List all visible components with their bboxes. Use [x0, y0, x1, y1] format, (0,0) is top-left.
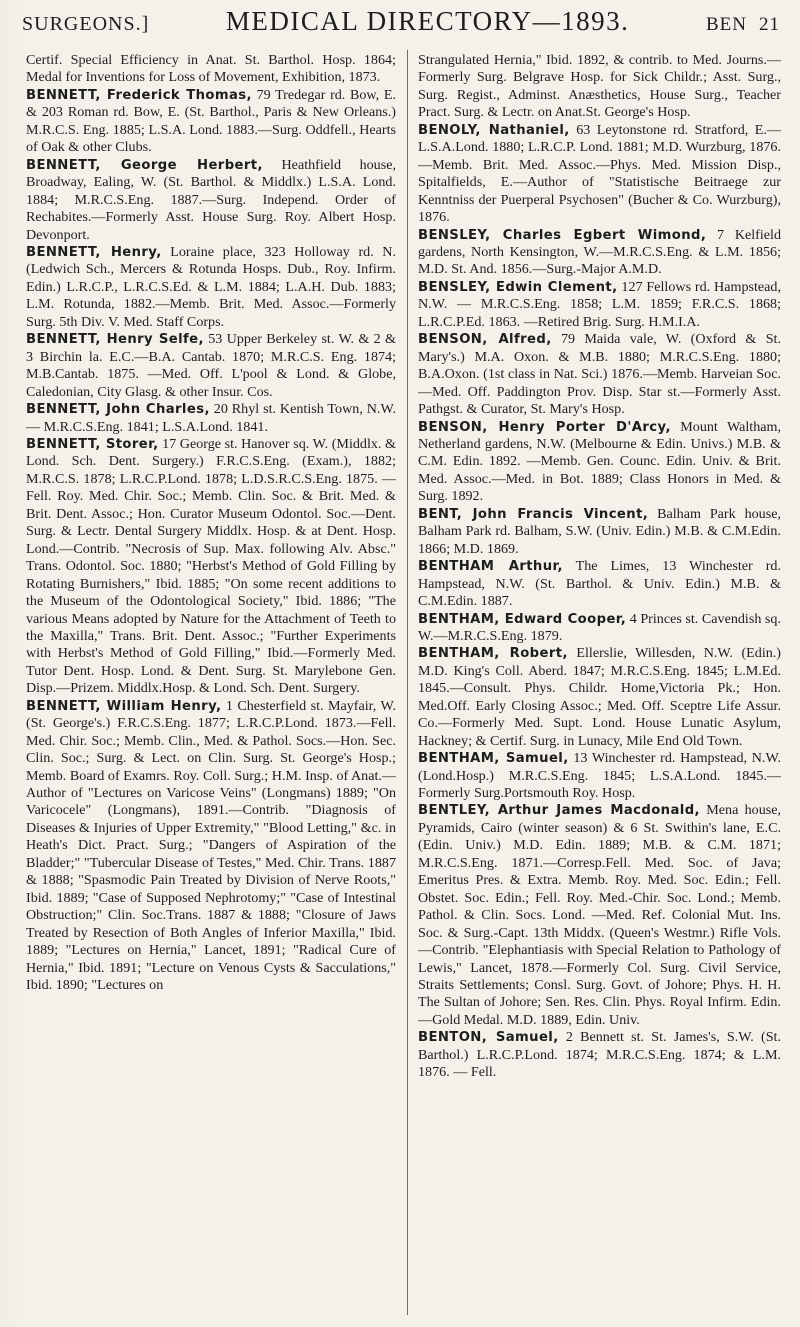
entry-text: 127 Fellows rd. Hampstead, N.W. — M.R.C.S.Eng. 1858; L.M. 1859; F.R.C.S. 1868; L.R.C.P.Ed. 1863. —Retired Brig. Surg. H.M.I.A. — [418, 278, 781, 330]
catchword: BEN — [705, 14, 747, 35]
entry-text: 1 Chesterfield st. Mayfair, W. (St. George's.) F.R.C.S.Eng. 1877; L.R.C.P.Lond. 1873.—Fell. Med. Chir. Soc.; Memb. Clin., Med. & Pathol. Socs.—Hon. Sec. Clin. Soc.; Surg. & Lect. on Clin. Surg. St. George's Hosp.; Memb. Board of Examrs. Roy. Coll. Surg.; H.M. Insp. of Anat.—Author of "Lectures on Varicose Veins" (Longmans) 1889; "On Varicocele" (Longmans), 1891.—Contrib. "Diagnosis of Diseases & Injuries of Upper Extremity," "Blood Letting," &c. in Heath's Dict. Pract. Surg.; "Dangers of Aspiration of the Bladder;" "Tubercular Disease of Testes," Med. Chir. Trans. 1887 & 1888; "Spasmodic Pain Treated by Division of Nerve Roots," Ibid. 1889; "Case of Supposed Nephrotomy;" "Case of Intestinal Obstruction;" Clin. Soc.Trans. 1887 & 1888; "Closure of Jaws Treated by Resection of Both Angles of Inferior Maxilla," Ibid. 1889; "Lectures on Hernia," Lancet, 1891; "Radical Cure of Hernia," Ibid. 1891; "Lecture on Venous Cysts & Sacculations," Ibid. 1890; "Lectures on — [26, 697, 396, 994]
directory-entry — [418, 419, 781, 506]
entry-name: BENNETT, Henry Selfe, — [26, 332, 204, 348]
column-divider — [407, 50, 408, 1315]
directory-entry — [418, 611, 781, 646]
entry-name: BENTHAM, Samuel, — [418, 751, 569, 767]
entry-text: 17 George st. Hanover sq. W. (Middlx. & Lond. Sch. Dent. Surgery.) F.R.C.S.Eng. (Exam.), 1882; M.R.C.S. 1878; L.R.C.P.Lond. 1878; L.D.S.R.C.S.Eng. 1875. —Fell. Roy. Med. Chir. Soc.; Memb. Clin. Soc. & Brit. Med. & Brit. Dent. Assoc.; Hon. Curator Museum Odontol. Soc.—Dent. Surg. & Lectr. Dental Surgery Middlx. Hosp. & at Dent. Hosp. Lond.—Contrib. "Necrosis of Sup. Max. following Alv. Absc." Trans. Odontol. Soc. 1880; "Herbst's Method of Gold Filling by Rotating Burnishers," Ibid. 1885; "On some recent additions to the Museum of the Odontological Society," Ibid. 1886; "The various Means adopted by Nature for the Attachment of Teeth to the Maxilla," Trans. Brit. Dent. Assoc.; "Further Experiments with Herbst's Method of Gold Filling," Ibid.—Formerly Med. Tutor Dent. Hosp. Lond. & Dent. Surg. St. Marylebone Gen. Disp.—Prizem. Middlx.Hosp. & Lond. Sch. Dent. Surgery. — [26, 435, 396, 697]
entry-text: Mount Waltham, Netherland gardens, N.W. (Melbourne & Edin. Univs.) M.B. & C.M. Edin. 1892. —Memb. Gen. Counc. Edin. Univ. & Brit. Med. Assoc.—Med. in Bot. 1889; Class Honors in Med. & Surg. 1892. — [418, 418, 781, 505]
directory-entry — [26, 436, 396, 698]
entry-text: 20 Rhyl st. Kentish Town, N.W. — M.R.C.S.Eng. 1841; L.S.A.Lond. 1841. — [26, 401, 396, 435]
directory-entry — [418, 750, 781, 802]
running-head-right — [706, 14, 780, 36]
directory-entry — [26, 157, 396, 244]
directory-entry — [418, 227, 781, 279]
directory-entry — [418, 122, 781, 227]
directory-entry — [418, 506, 781, 558]
entry-name: BENNETT, Henry, — [26, 244, 162, 260]
entry-name: BENT, John Francis Vincent, — [418, 506, 649, 522]
entry-text: Loraine place, 323 Holloway rd. N. (Ledwich Sch., Mercers & Rotunda Hosps. Dub., Roy. Infirm. Edin.) L.R.C.P., L.R.C.S.Ed. & L.M. 1884; L.A.H. Dub. 1883; L.M. Rotunda, 1882.—Memb. Brit. Med. Assoc.—Formerly Surg. 5th Div. V. Med. Staff Corps. — [26, 243, 396, 330]
directory-entry — [418, 645, 781, 750]
entry-name: BENSON, Henry Porter D'Arcy, — [418, 419, 671, 435]
entry-text: 4 Princes st. Cavendish sq. W.—M.R.C.S.Eng. 1879. — [418, 610, 781, 644]
entry-name: BENNETT, John Charles, — [26, 402, 210, 418]
entry-text: Mena house, Pyramids, Cairo (winter season) & 6 St. Swithin's lane, E.C. (Edin. Univ.) M.D. Edin. 1889; M.B. & C.M. 1871; M.R.C.S.Eng. 1871.—Corresp.Fell. Med. Soc. of Java; Emeritus Pres. & Extra. Memb. Roy. Med. Soc. Edin.; Fell. Obstet. Soc. Edin.; Fell. Roy. Med.-Chir. Soc. Lond.; Memb. Pathol. & Clin. Socs. Lond. —Med. Ref. Colonial Mut. Ins. Soc. & Surg.-Capt. 13th Middx. (Queen's Westmr.) Rifle Vols.—Contrib. "Elephantiasis with Special Relation to Pathology of Lewis," Lancet, 1878.—Formerly Col. Surg. Civil Service, Straits Settlements; Consl. Surg. Govt. of Johore; Phys. H. H. The Sultan of Johore; Sen. Res. Clin. Phys. Royal Infirm. Edin.—Gold Medal. M.D. 1889, Edin. Univ. — [418, 802, 781, 1028]
entry-name: BENSLEY, Edwin Clement, — [418, 279, 618, 295]
directory-entry — [26, 87, 396, 157]
continued-entry-text: Strangulated Hernia," Ibid. 1892, & contrib. to Med. Journs.—Formerly Surg. Belgrave Hosp. for Sick Childr.; Asst. Surg., Surg. Regist., Adminst. Anæsthetics, House Surg., Teacher Pract. Surg. & Lectr. on Anat.St. George's Hosp. — [418, 52, 781, 121]
entry-text: 79 Tredegar rd. Bow, E. & 203 Roman rd. Bow, E. (St. Barthol., Paris & New Orleans.) M.R.C.S. Eng. 1885; L.S.A. Lond. 1883.—Surg. Oddfell., Hearts of Oak & other Clubs. — [26, 86, 396, 156]
directory-entry — [418, 279, 781, 331]
directory-entry — [26, 698, 396, 995]
entry-name: BENNETT, Frederick Thomas, — [26, 87, 252, 103]
continued-entry-text: Certif. Special Efficiency in Anat. St. Barthol. Hosp. 1864; Medal for Inventions for Loss of Movement, Exhibition, 1873. — [26, 52, 396, 86]
running-head — [22, 6, 780, 42]
section-label: SURGEONS.] — [22, 13, 150, 35]
entry-name: BENOLY, Nathaniel, — [418, 122, 570, 138]
entry-name: BENNETT, George Herbert, — [26, 157, 263, 173]
entry-text: Balham Park house, Balham Park rd. Balham, S.W. (Univ. Edin.) M.B. & C.M.Edin. 1866; M.D. 1869. — [418, 505, 781, 557]
entry-text: Heathfield house, Broadway, Ealing, W. (St. Barthol. & Middlx.) L.S.A. Lond. 1884; M.R.C.S.Eng. 1887.—Surg. Independ. Order of Rechabites.—Formerly Asst. House Surg. Roy. Albert Hosp. Devonport. — [26, 156, 396, 243]
directory-entry — [418, 1029, 781, 1081]
entry-name: BENNETT, William Henry, — [26, 698, 222, 714]
entry-name: BENTON, Samuel, — [418, 1030, 559, 1046]
entry-text: Ellerslie, Willesden, N.W. (Edin.) M.D. King's Coll. Aberd. 1847; M.R.C.S.Eng. 1845; L.M.Ed. 1845.—Consult. Phys. Childr. Home,Victoria Pk.; Hon. Med.Off. Early Closing Assoc.; Med. Off. Sceptre Life Assur. Co.—Formerly Med. Supt. Lond. House Lunatic Asylum, Hackney; & Certif. Surg. in Lunacy, Mile End Old Town. — [418, 645, 781, 749]
entry-text: 13 Winchester rd. Hampstead, N.W. (Lond.Hosp.) M.R.C.S.Eng. 1845; L.S.A.Lond. 1845.—Formerly Surg.Portsmouth Roy. Hosp. — [418, 750, 781, 802]
entry-name: BENSON, Alfred, — [418, 332, 552, 348]
directory-entry — [26, 244, 396, 331]
entry-text: 7 Kelfield gardens, North Kensington, W.—M.R.C.S.Eng. & L.M. 1856; M.D. St. And. 1856.—Surg.-Major A.M.D. — [418, 226, 781, 278]
directory-entry — [418, 558, 781, 610]
entry-name: BENTLEY, Arthur James Macdonald, — [418, 803, 700, 819]
right-column — [418, 52, 781, 1319]
entry-text: The Limes, 13 Winchester rd. Hampstead, N.W. (St. Barthol. & Univ. Edin.) M.B. & C.M.Edin. 1887. — [418, 558, 781, 610]
entry-name: BENTHAM Arthur, — [418, 559, 563, 575]
entry-text: 79 Maida vale, W. (Oxford & St. Mary's.) M.A. Oxon. & M.B. 1880; M.R.C.S.Eng. 1880; B.A.Oxon. (1st class in Nat. Sci.) 1876.—Memb. Harveian Soc.—Med. Off. Paddington Prov. Disp. Star st.—Formerly Asst. Pathgst. & Curator, St. Mary's Hosp. — [418, 331, 781, 418]
entry-name: BENTHAM, Robert, — [418, 646, 568, 662]
entry-name: BENNETT, Storer, — [26, 436, 159, 452]
directory-entry — [26, 331, 396, 401]
entry-text: 53 Upper Berkeley st. W. & 2 & 3 Birchin la. E.C.—B.A. Cantab. 1870; M.R.C.S. Eng. 1874; M.B.Cantab. 1875. —Med. Off. L'pool & Lond. & Globe, Caledonian, City Glasg. & other Insur. Cos. — [26, 331, 396, 400]
entry-text: 63 Leytonstone rd. Stratford, E.—L.S.A.Lond. 1880; L.R.C.P. Lond. 1881; M.D. Wurzburg, 1876.—Memb. Brit. Med. Assoc.—Phys. Med. Mission Disp., Spitalfields, E.—Author of "Statistische Beitraege zur Kenntniss der Puerperal Psychosen" (Bucher & Co. Wurzburg), 1876. — [418, 121, 781, 226]
entry-name: BENTHAM, Edward Cooper, — [418, 611, 627, 627]
entry-name: BENSLEY, Charles Egbert Wimond, — [418, 227, 707, 243]
entry-text: 2 Bennett st. St. James's, S.W. (St. Barthol.) L.R.C.P.Lond. 1874; M.R.C.S.Eng. 1874; & L.M. 1876. — Fell. — [418, 1029, 781, 1081]
left-column — [26, 52, 396, 1319]
directory-entry — [26, 401, 396, 436]
page-number: 21 — [758, 14, 780, 35]
directory-entry — [418, 331, 781, 418]
directory-entry — [418, 802, 781, 1029]
page-title: MEDICAL DIRECTORY—1893. — [225, 6, 630, 36]
